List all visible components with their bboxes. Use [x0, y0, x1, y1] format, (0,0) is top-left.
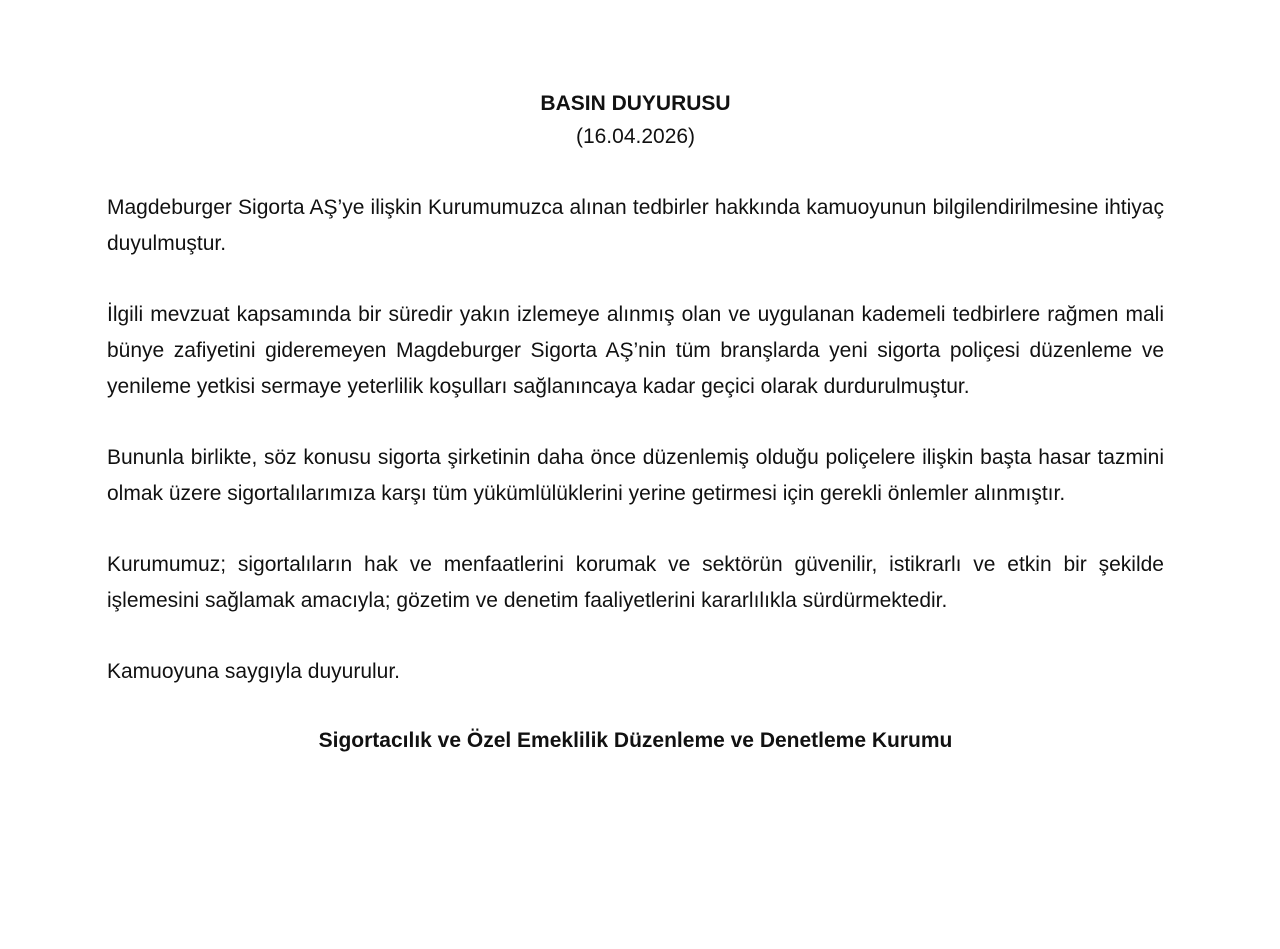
- institution-signature: Sigortacılık ve Özel Emeklilik Düzenleme ve Denetleme Kurumu: [318, 729, 953, 752]
- document-title: BASIN DUYURUSU: [540, 92, 731, 115]
- paragraph-closing: Kamuoyuna saygıyla duyurulur.: [107, 660, 401, 683]
- paragraph-obligations: Bununla birlikte, söz konusu sigorta şirketinin daha önce düzenlemiş olduğu poliçelere ilişkin başta hasar tazmini olmak üzere sigortalılarımıza karşı tüm yükümlülüklerini yerine getirmesi için gerekli önlemler alınmıştır.: [107, 446, 1164, 505]
- paragraph-supervision: Kurumumuz; sigortalıların hak ve menfaatlerini korumak ve sektörün güvenilir, istikrarlı ve etkin bir şekilde işlemesini sağlamak amacıyla; gözetim ve denetim faaliyetlerini kararlılıkla sürdürmektedir.: [107, 553, 1164, 612]
- document-date: (16.04.2026): [575, 125, 696, 148]
- paragraph-measures: İlgili mevzuat kapsamında bir süredir yakın izlemeye alınmış olan ve uygulanan kademeli tedbirlere rağmen mali bünye zafiyetini gideremeyen Magdeburger Sigorta AŞ’nin tüm branşlarda yeni sigorta poliçesi düzenleme ve yenileme yetkisi sermaye yeterlilik koşulları sağlanıncaya kadar geçici olarak durdurulmuştur.: [107, 303, 1164, 398]
- press-release-document: [107, 88, 1164, 757]
- paragraph-intro: Magdeburger Sigorta AŞ’ye ilişkin Kurumumuzca alınan tedbirler hakkında kamuoyunun bilgilendirilmesine ihtiyaç duyulmuştur.: [107, 196, 1164, 255]
